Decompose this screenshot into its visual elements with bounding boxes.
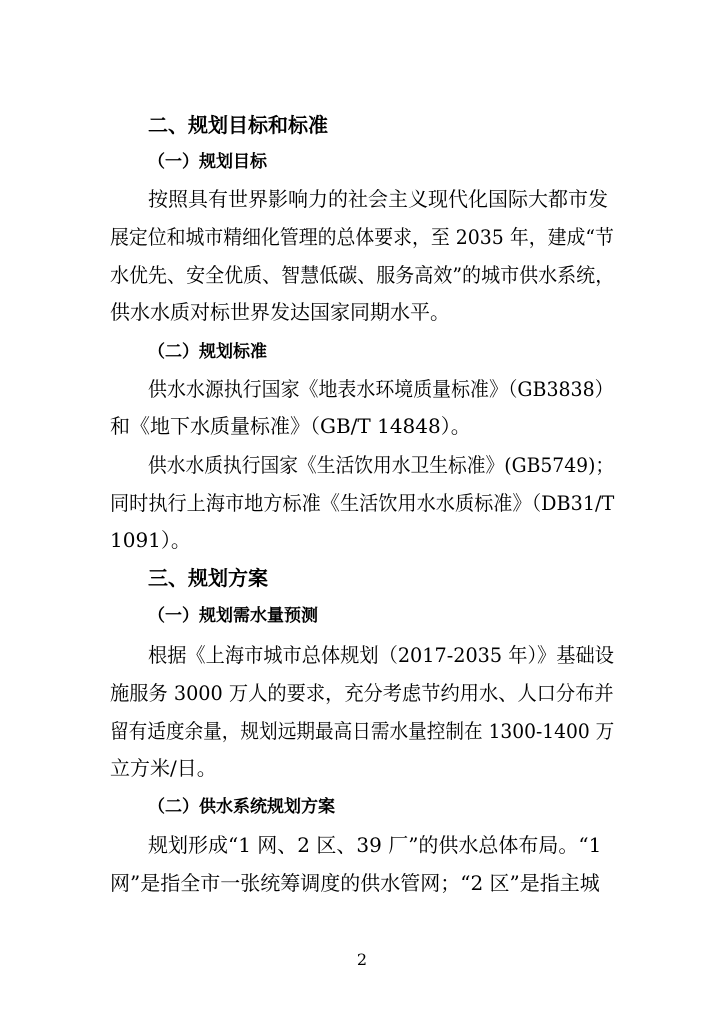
paragraph-line: 供水水质执行国家《生活饮用水卫生标准》(GB5749)； [148, 453, 615, 477]
paragraph-line: 和《地下水质量标准》（GB/T 14848）。 [110, 414, 471, 438]
paragraph-line: 立方米/日。 [110, 756, 217, 780]
paragraph-line: 供水水源执行国家《地表水环境质量标准》（GB3838） [148, 377, 614, 401]
subsection-heading: （二）供水系统规划方案 [148, 797, 335, 817]
subsection-heading: （一）规划需水量预测 [148, 606, 318, 626]
subsection-heading: （一）规划目标 [148, 152, 267, 172]
page-number: 2 [356, 950, 368, 969]
paragraph-line: 规划形成“1 网、2 区、39 厂”的供水总体布局。“1 [148, 833, 602, 857]
paragraph-line: 1091）。 [110, 528, 191, 552]
section-heading: 三、规划方案 [148, 566, 268, 590]
paragraph-line: 网”是指全市一张统筹调度的供水管网；“2 区”是指主城 [110, 871, 600, 895]
paragraph-line: 展定位和城市精细化管理的总体要求，至 2035 年，建成“节 [110, 225, 614, 249]
paragraph-line: 施服务 3000 万人的要求，充分考虑节约用水、人口分布并 [110, 681, 614, 705]
paragraph-line: 同时执行上海市地方标准《生活饮用水水质标准》（DB31/T [110, 491, 615, 515]
paragraph-line: 留有适度余量，规划远期最高日需水量控制在 1300-1400 万 [110, 719, 615, 743]
paragraph-line: 供水水质对标世界发达国家同期水平。 [110, 300, 450, 324]
paragraph-line: 水优先、安全优质、智慧低碳、服务高效”的城市供水系统， [110, 263, 615, 287]
subsection-heading: （二）规划标准 [148, 342, 267, 362]
paragraph-line: 按照具有世界影响力的社会主义现代化国际大都市发 [148, 187, 608, 211]
section-heading: 二、规划目标和标准 [148, 113, 328, 137]
paragraph-line: 根据《上海市城市总体规划（2017-2035 年）》基础设 [148, 643, 614, 667]
